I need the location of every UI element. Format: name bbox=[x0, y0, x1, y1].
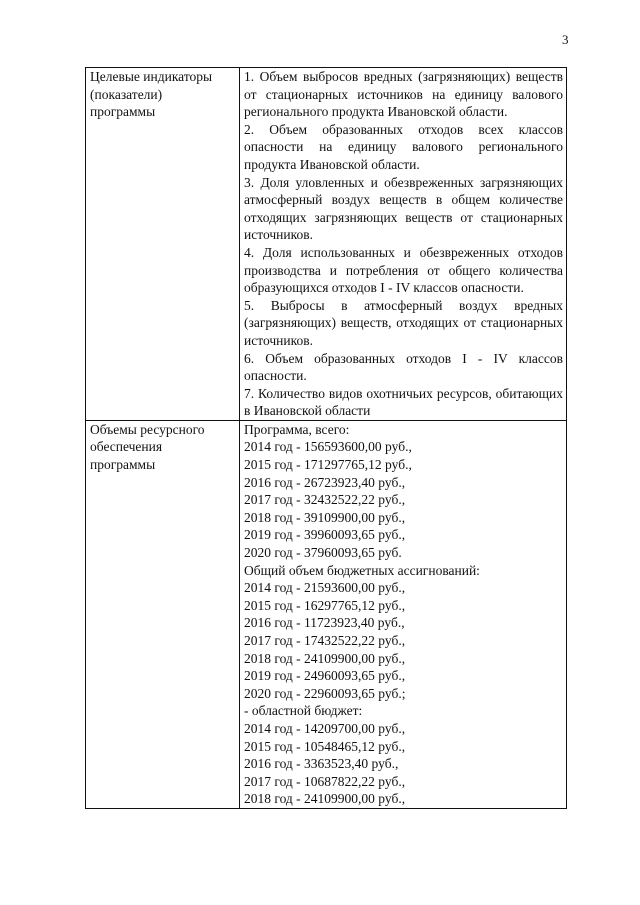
indicator-item-6: 6. Объем образованных отходов I - IV классов опасности. bbox=[244, 350, 563, 384]
funding-line: Программа, всего: bbox=[244, 421, 350, 437]
label-line: программы bbox=[90, 104, 156, 120]
page-number: 3 bbox=[562, 32, 569, 47]
funding-line: 2015 год - 16297765,12 руб., bbox=[244, 597, 406, 613]
row-label-resource-provision bbox=[86, 420, 240, 808]
funding-line: 2017 год - 10687822,22 руб., bbox=[244, 773, 406, 789]
funding-line: 2020 год - 37960093,65 руб. bbox=[244, 545, 402, 561]
funding-line: 2017 год - 17432522,22 руб., bbox=[244, 633, 406, 648]
indicator-item-5: 5. Выбросы в атмосферный воздух вредных (загрязняющих) веществ, отходящих от стационарных источников. bbox=[244, 297, 563, 348]
table-row-resource-provision bbox=[86, 420, 567, 808]
indicator-item-3: 3. Доля уловленных и обезвреженных загрязняющих атмосферный воздух веществ в общем количестве отходящих загрязняющих веществ от стационарных источников. bbox=[244, 174, 563, 243]
program-passport-table bbox=[85, 67, 567, 809]
funding-line: 2016 год - 11723923,40 руб., bbox=[244, 615, 405, 631]
funding-line: 2014 год - 156593600,00 руб., bbox=[244, 439, 412, 455]
funding-line: 2018 год - 24109900,00 руб., bbox=[244, 791, 406, 807]
funding-line: Общий объем бюджетных ассигнований: bbox=[244, 562, 480, 578]
funding-line: 2015 год - 171297765,12 руб., bbox=[244, 457, 412, 473]
funding-line: 2018 год - 24109900,00 руб., bbox=[244, 650, 406, 666]
label-line: программы bbox=[90, 457, 156, 473]
label-line: (показатели) bbox=[90, 86, 163, 102]
indicator-item-7: 7. Количество видов охотничьих ресурсов, обитающих в Ивановской области bbox=[244, 385, 563, 419]
label-line: обеспечения bbox=[90, 439, 163, 455]
funding-line: 2018 год - 39109900,00 руб., bbox=[244, 509, 406, 525]
label-line: Объемы ресурсного bbox=[90, 421, 205, 437]
row-label-target-indicators bbox=[86, 68, 240, 421]
table-row-target-indicators bbox=[86, 68, 567, 421]
funding-line: - областной бюджет: bbox=[244, 703, 363, 719]
indicator-item-1: 1. Объем выбросов вредных (загрязняющих) веществ от стационарных источников на единицу валового регионального продукта Ивановской области. bbox=[244, 69, 563, 120]
funding-line: 2019 год - 39960093,65 руб., bbox=[244, 527, 406, 543]
funding-line: 2016 год - 3363523,40 руб., bbox=[244, 756, 399, 772]
funding-line: 2017 год - 32432522,22 руб., bbox=[244, 492, 406, 508]
funding-line: 2015 год - 10548465,12 руб., bbox=[244, 738, 406, 754]
label-line: Целевые индикаторы bbox=[90, 69, 213, 84]
funding-volumes-list bbox=[240, 420, 567, 808]
indicator-item-4: 4. Доля использованных и обезвреженных отходов производства и потребления от общего количества образующихся отходов I - IV классов опасности. bbox=[244, 244, 563, 296]
funding-line: 2016 год - 26723923,40 руб., bbox=[244, 474, 406, 490]
indicator-item-2: 2. Объем образованных отходов всех классов опасности на единицу валового регионального продукта Ивановской области. bbox=[244, 121, 563, 172]
target-indicators-list bbox=[240, 68, 567, 421]
funding-line: 2019 год - 24960093,65 руб., bbox=[244, 668, 406, 684]
funding-line: 2020 год - 22960093,65 руб.; bbox=[244, 685, 406, 701]
funding-line: 2014 год - 21593600,00 руб., bbox=[244, 580, 406, 596]
funding-line: 2014 год - 14209700,00 руб., bbox=[244, 720, 406, 736]
